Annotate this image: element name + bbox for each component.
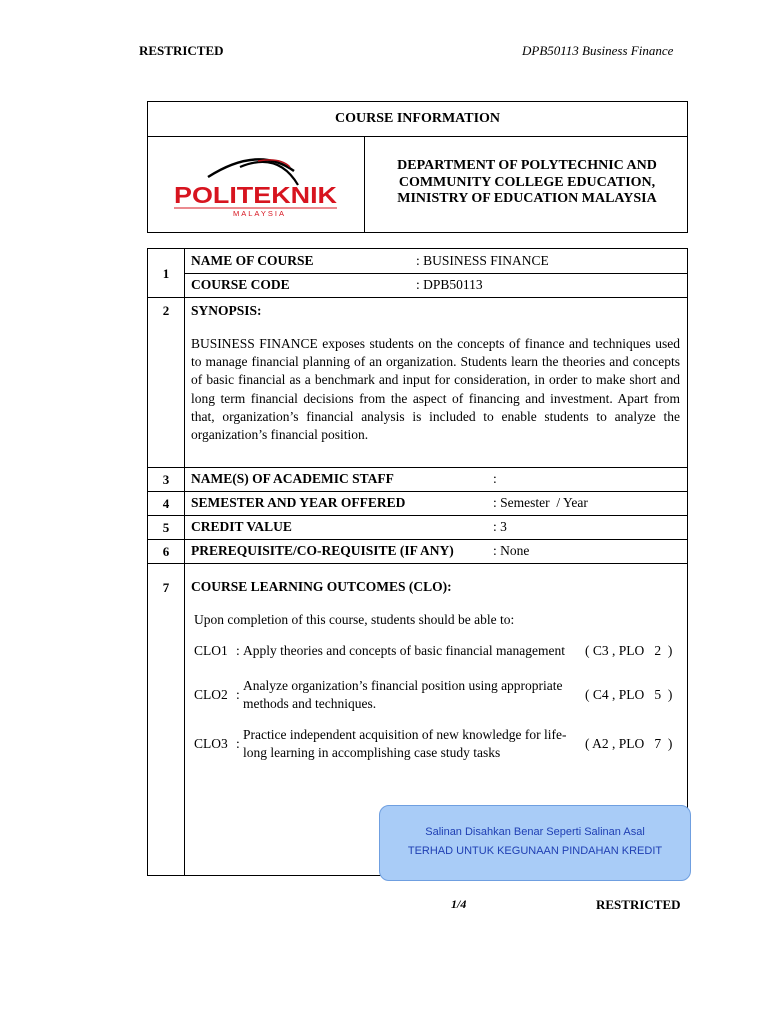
row-number-5: 5 [162,520,170,535]
synopsis-label: SYNOPSIS: [191,303,262,318]
department-name [370,158,684,208]
footer-restricted: RESTRICTED [596,897,681,912]
department-line-3: MINISTRY OF EDUCATION MALAYSIA [397,191,657,206]
course-name-label: NAME OF COURSE [191,253,314,268]
clo1-tag: ( C3 , PLO 2 ) [585,643,673,658]
synopsis-text: BUSINESS FINANCE exposes students on the concepts of finance and techniques used to manage financial planning of an organization. Students learn the theories and concepts of basic financial as a benchmark and input for consideration, in order to make short and long term financial decisions from the aspect of financing and investment. Apart from that, organization’s financial analysis is included to enable students to analyze the organization’s financial position. [191,336,680,443]
row-number-6: 6 [162,544,170,559]
course-code-label: COURSE CODE [191,277,290,292]
header-restricted: RESTRICTED [139,43,224,58]
logo-sub: MALAYSIA [233,209,286,218]
row-number-4: 4 [162,496,170,511]
stamp-line-2: TERHAD UNTUK KEGUNAAN PINDAHAN KREDIT [407,845,663,857]
page-number: 1/4 [451,897,467,911]
logo-cell [148,137,365,232]
academic-staff-label: NAME(S) OF ACADEMIC STAFF [191,471,394,486]
department-line-2: COMMUNITY COLLEGE EDUCATION, [398,174,656,190]
clo3-code: CLO3 [194,736,228,751]
clo3-text-line-2: long learning in accomplishing case study tasks [243,745,501,760]
prerequisite-label: PREREQUISITE/CO-REQUISITE (IF ANY) [191,543,454,558]
clo3-separator: : [236,736,240,751]
semester-year-label: SEMESTER AND YEAR OFFERED [191,495,406,510]
clo-label: COURSE LEARNING OUTCOMES (CLO): [191,579,452,594]
divider [184,273,687,274]
divider [148,467,687,468]
clo1-separator: : [236,643,240,658]
credit-value: : 3 [493,519,507,534]
clo3-tag: ( A2 , PLO 7 ) [585,736,673,751]
stamp-line-1: Salinan Disahkan Benar Seperti Salinan Asal [425,826,645,838]
clo2-text-line-2: methods and techniques. [243,696,377,711]
divider [148,515,687,516]
row-number-7: 7 [162,580,170,595]
politeknik-logo [148,137,364,232]
clo2-code: CLO2 [194,687,228,702]
logo-text: POLITEKNIK [174,182,338,208]
clo3-text-line-1: Practice independent acquisition of new knowledge for life- [243,727,567,742]
prerequisite-value: : None [493,543,530,558]
clo2-text-line-1: Analyze organization’s financial position using appropriate [243,678,563,693]
number-column-divider [184,249,185,875]
row-number-3: 3 [162,472,170,487]
course-code-value: : DPB50113 [416,277,483,292]
divider [148,297,687,298]
course-info-box [147,101,688,233]
divider [148,539,687,540]
clo2-tag: ( C4 , PLO 5 ) [585,687,673,702]
course-name-value: : BUSINESS FINANCE [416,253,549,268]
course-info-title: COURSE INFORMATION [148,102,687,137]
divider [148,491,687,492]
row-number-2: 2 [162,303,170,318]
header-course-title: DPB50113 Business Finance [522,43,674,58]
row-number-1: 1 [162,266,170,281]
clo1-code: CLO1 [194,643,228,658]
clo2-separator: : [236,687,240,702]
certification-stamp [379,805,691,881]
clo-intro: Upon completion of this course, students should be able to: [194,612,515,627]
academic-staff-value: : [493,471,497,486]
credit-value-label: CREDIT VALUE [191,519,292,534]
clo1-text: Apply theories and concepts of basic financial management [243,643,566,658]
department-line-1: DEPARTMENT OF POLYTECHNIC AND [397,158,657,173]
course-table [147,248,688,876]
semester-year-value: : Semester / Year [493,495,588,510]
divider [148,563,687,564]
